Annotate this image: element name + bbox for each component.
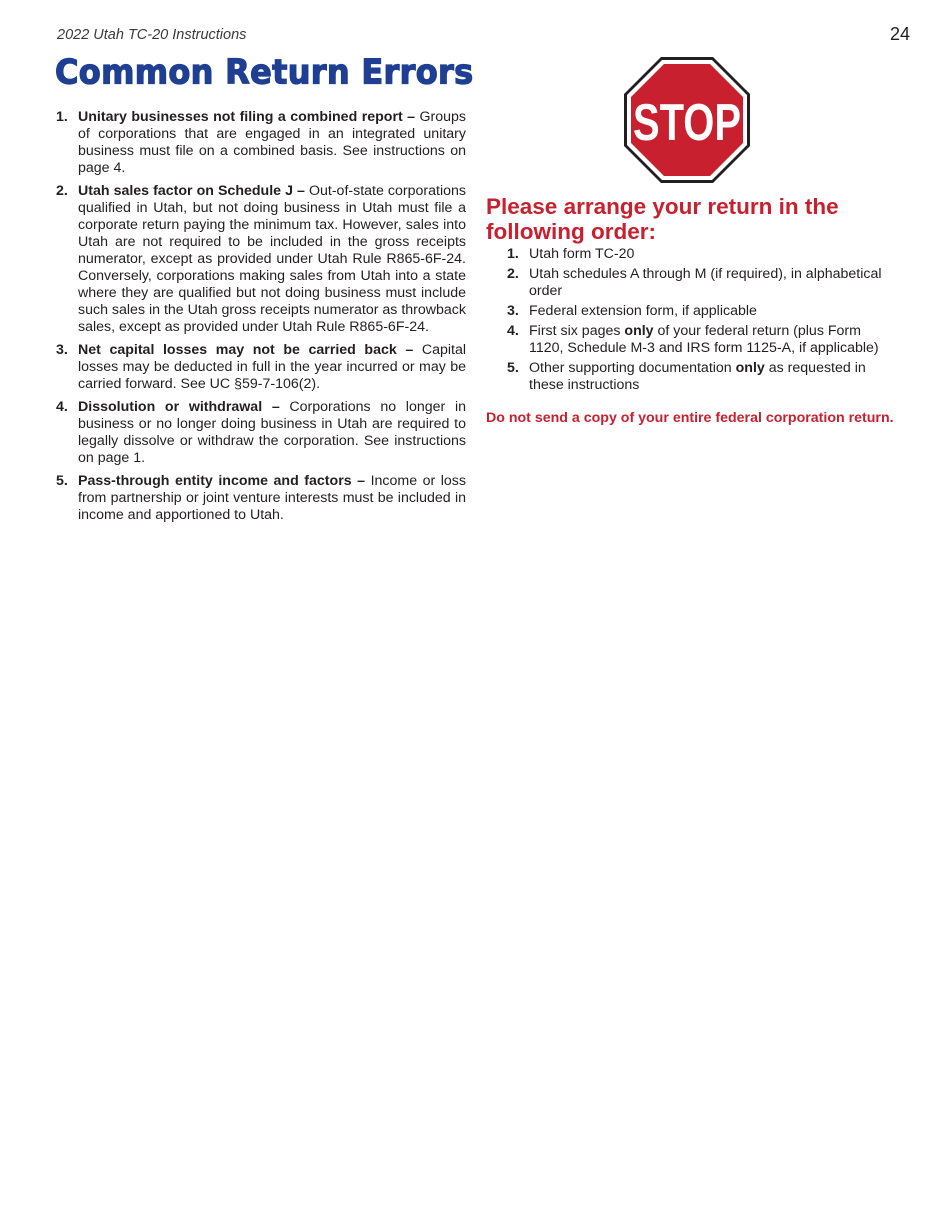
item-text [529, 266, 897, 300]
document-header: 2022 Utah TC-20 Instructions [57, 27, 247, 43]
page-number: 24 [889, 24, 910, 44]
item-text-pre: Utah form TC-20 [529, 246, 635, 262]
list-item [507, 323, 897, 357]
common-errors-list [56, 109, 466, 530]
stop-sign-text: STOP [633, 94, 741, 152]
list-item [507, 266, 897, 300]
item-text [529, 360, 897, 394]
item-text [78, 473, 466, 524]
item-number: 3. [56, 342, 68, 358]
item-text [78, 183, 466, 336]
item-body: Capital losses may be deducted in full in the year incurred or may be carried forward. See UC §59-7-106(2). [78, 342, 467, 392]
item-number: 4. [507, 323, 519, 339]
list-item [56, 183, 466, 336]
list-item [507, 246, 897, 263]
item-number: 2. [56, 183, 68, 199]
list-item [507, 360, 897, 394]
item-text-pre: Federal extension form, if applicable [529, 303, 757, 319]
item-text [78, 109, 466, 177]
item-text-bold: only [735, 360, 765, 376]
item-body: Groups of corporations that are engaged in an integrated unitary business must file on a combined basis. See instructions on page 4. [78, 109, 467, 176]
item-text [529, 246, 897, 263]
item-text-pre: Other supporting documentation [529, 360, 736, 376]
list-item [56, 473, 466, 524]
item-lead: Pass-through entity income and factors – [78, 473, 366, 489]
warning-note: Do not send a copy of your entire federal corporation return. [486, 410, 894, 426]
item-number: 2. [507, 266, 519, 282]
item-lead: Unitary businesses not filing a combined report – [78, 109, 416, 125]
list-item [56, 109, 466, 177]
stop-sign-icon [623, 56, 751, 184]
item-text [529, 303, 897, 320]
item-lead: Dissolution or withdrawal – [78, 399, 280, 415]
item-text-bold: only [624, 323, 654, 339]
item-text-post: as requested in these instructions [529, 360, 866, 393]
list-item [56, 399, 466, 467]
item-body: Out-of-state corporations qualified in Utah, but not doing business in Utah must file a corporate return paying the minimum tax. However, sales into Utah are not required to be included in the gross receipts numerator, except as provided under Utah Rule R865-6F-24. Conversely, corporations making sales from Utah into a state where they are qualified but not doing business must include such sales in the Utah gross receipts numerator as throwback sales, except as provided under Utah Rule R865-6F-24. [78, 183, 466, 335]
item-text [78, 399, 466, 467]
list-item [507, 303, 897, 320]
item-lead: Net capital losses may not be carried back – [78, 342, 414, 358]
return-order-list [507, 246, 897, 397]
item-text-pre: Utah schedules A through M (if required), in alphabetical order [529, 266, 882, 299]
item-lead: Utah sales factor on Schedule J – [78, 183, 305, 199]
page-title: Common Return Errors [55, 52, 474, 92]
item-number: 5. [56, 473, 68, 489]
item-text-post: of your federal return (plus Form 1120, Schedule M-3 and IRS form 1125-A, if applicable) [529, 323, 879, 356]
item-number: 1. [507, 246, 519, 262]
item-number: 4. [56, 399, 68, 415]
item-body: Corporations no longer in business or no longer doing business in Utah are required to legally dissolve or withdraw the corporation. See instructions on page 1. [78, 399, 466, 466]
item-number: 5. [507, 360, 519, 376]
item-text [78, 342, 466, 393]
item-text-pre: First six pages [529, 323, 625, 339]
item-body: Income or loss from partnership or joint venture interests must be included in income and apportioned to Utah. [78, 473, 466, 523]
item-number: 3. [507, 303, 519, 319]
list-item [56, 342, 466, 393]
order-heading: Please arrange your return in the following order: [486, 194, 839, 244]
item-text [529, 323, 897, 357]
item-number: 1. [56, 109, 68, 125]
